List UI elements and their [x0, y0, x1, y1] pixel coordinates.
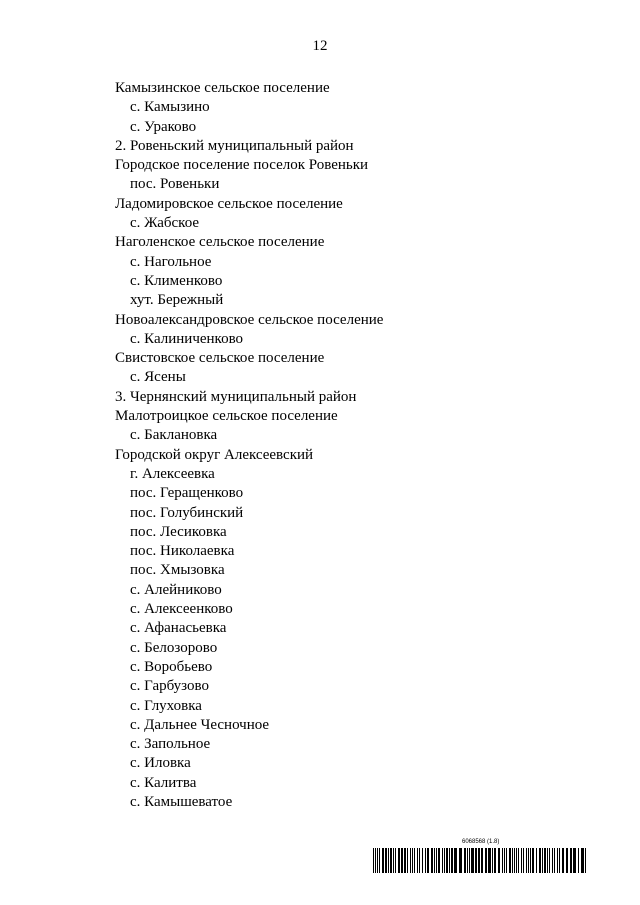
settlement-item: с. Баклановка — [130, 427, 218, 444]
settlement-item: пос. Лесиковка — [130, 523, 227, 540]
settlement-item: с. Гарбузово — [130, 678, 209, 695]
settlement-item: с. Калиниченково — [130, 330, 244, 347]
district-heading: Городской округ Алексеевский — [115, 446, 314, 463]
barcode — [373, 848, 589, 873]
settlement-item: с. Камышеватое — [130, 793, 233, 810]
settlement-item: с. Воробьево — [130, 658, 213, 675]
settlement-item: с. Дальнее Чесночное — [130, 716, 270, 733]
settlement-item: с. Запольное — [130, 736, 211, 753]
district-heading: 2. Ровеньский муниципальный район — [115, 137, 354, 154]
district-heading: Малотроицкое сельское поселение — [115, 408, 338, 425]
settlement-item: г. Алексеевка — [130, 465, 215, 482]
settlement-list — [115, 79, 595, 812]
settlement-item: с. Белозорово — [130, 639, 218, 656]
settlement-item: хут. Бережный — [130, 292, 224, 309]
district-heading: Наголенское сельское поселение — [115, 234, 325, 251]
settlement-item: с. Жабское — [130, 215, 200, 232]
district-heading: 3. Чернянский муниципальный район — [115, 388, 357, 405]
settlement-item: пос. Геращенково — [130, 485, 244, 502]
district-heading: Новоалександровское сельское поселение — [115, 311, 384, 328]
district-heading: Городское поселение поселок Ровеньки — [115, 157, 369, 174]
settlement-item: с. Клименково — [130, 272, 223, 289]
settlement-item: с. Афанасьевка — [130, 620, 227, 637]
settlement-item: пос. Николаевка — [130, 543, 235, 560]
settlement-item: с. Ураково — [130, 118, 197, 135]
settlement-item: с. Калитва — [130, 774, 197, 791]
district-heading: Ладомировское сельское поселение — [115, 195, 343, 212]
settlement-item: с. Нагольное — [130, 253, 212, 270]
district-heading: Камызинское сельское поселение — [115, 80, 330, 96]
settlement-item: пос. Голубинский — [130, 504, 244, 521]
settlement-item: пос. Хмызовка — [130, 562, 225, 579]
settlement-item: с. Алейниково — [130, 581, 222, 598]
settlement-item: с. Ясены — [130, 369, 186, 386]
settlement-item: с. Глуховка — [130, 697, 202, 714]
document-id: 6068568 (1.8) — [462, 839, 500, 845]
settlement-item: с. Камызино — [130, 99, 210, 116]
page-number: 12 — [312, 38, 328, 54]
settlement-item: пос. Ровеньки — [130, 176, 220, 193]
district-heading: Свистовское сельское поселение — [115, 350, 325, 367]
settlement-item: с. Алексеенково — [130, 601, 233, 618]
settlement-item: с. Иловка — [130, 755, 191, 772]
